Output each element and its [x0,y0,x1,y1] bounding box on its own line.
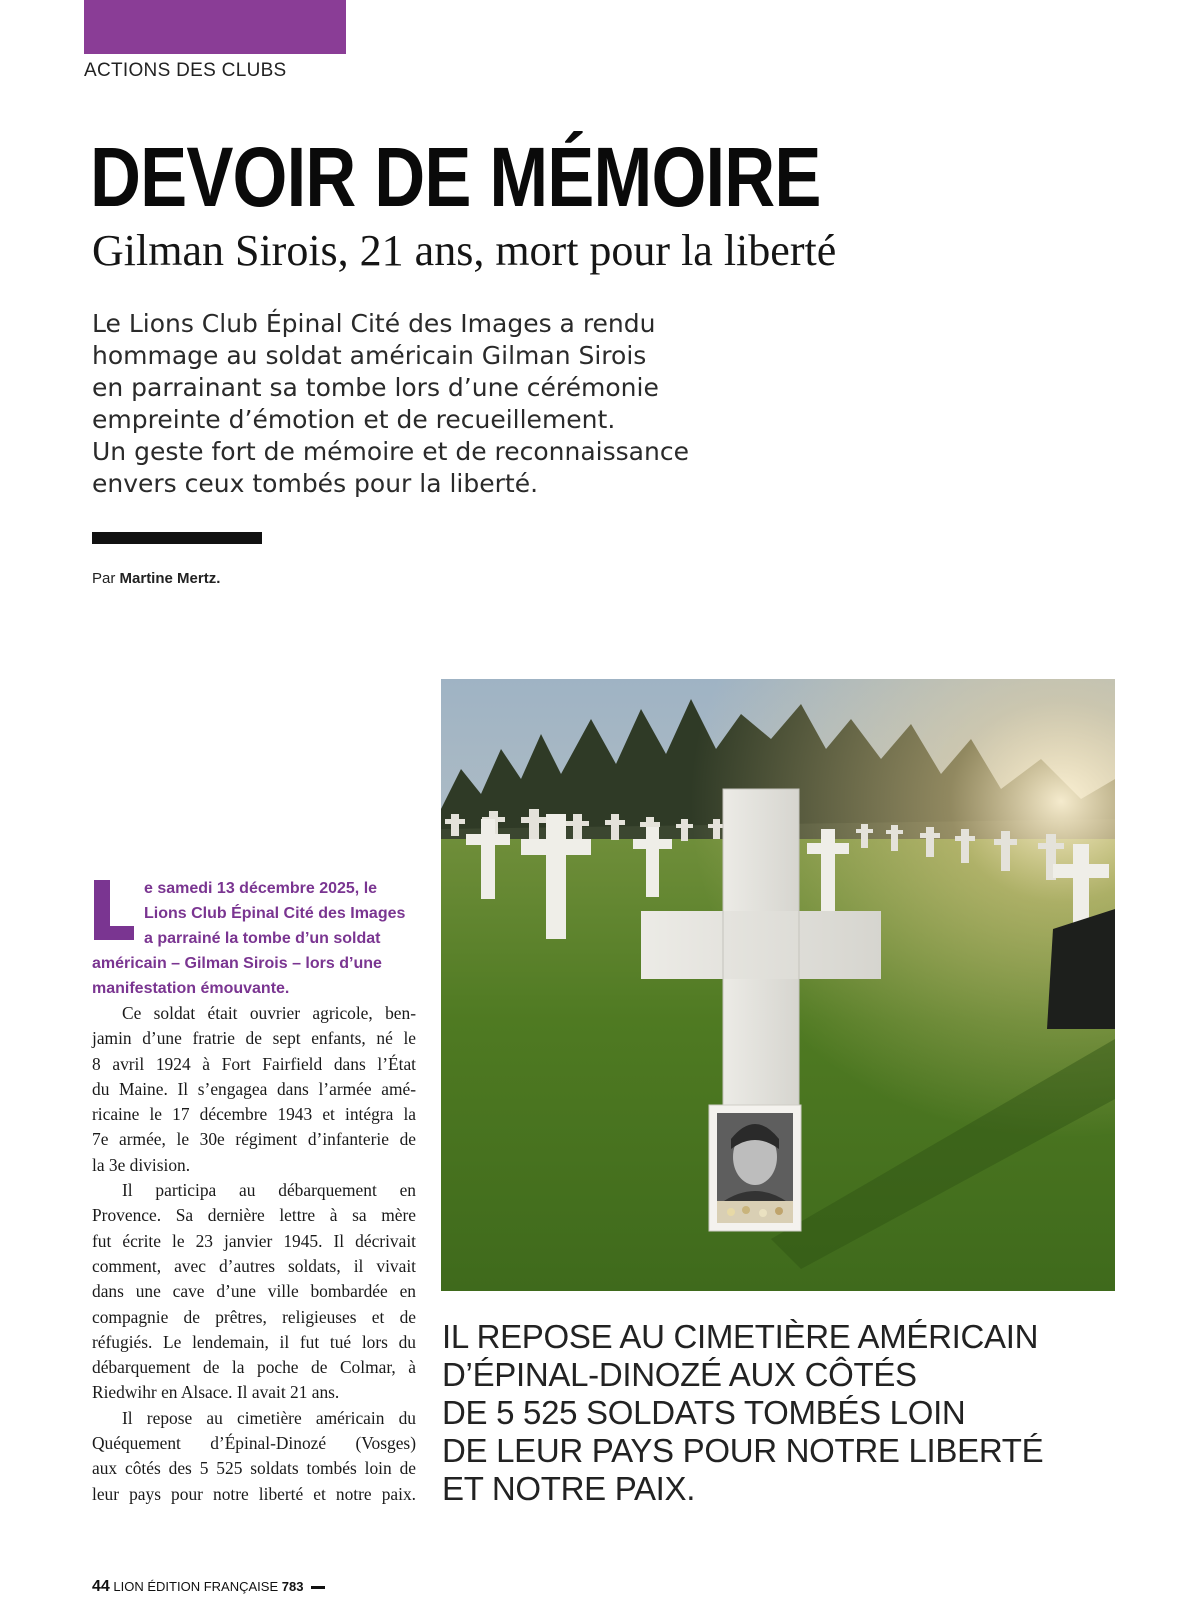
body-line: Il repose au cimetière américain du [122,1407,416,1428]
footer-dash [311,1586,325,1589]
pull-quote-line: IL REPOSE AU CIMETIÈRE AMÉRICAIN [442,1318,1039,1355]
dropcap-letter [92,880,136,940]
page-number: 44 [92,1578,110,1595]
body-line: débarquement de la poche de Colmar, à [92,1357,416,1378]
body-line: dans une cave d’une ville bombardée en [92,1281,416,1302]
article-column [92,876,416,1507]
body-line: compagnie de prêtres, religieuses et de [92,1306,416,1327]
pull-quote-line: DE LEUR PAYS POUR NOTRE LIBERTÉ [442,1432,1044,1469]
body-line: comment, avec d’autres soldats, il vivait [92,1255,416,1276]
byline [92,570,220,587]
intro-line: hommage au soldat américain Gilman Sirois [92,341,647,370]
pull-quote-line: DE 5 525 SOLDATS TOMBÉS LOIN [442,1394,966,1431]
section-color-bar [84,0,346,54]
body-line: ricaine le 17 décembre 1943 et intégra la [92,1104,416,1125]
divider-rule [92,532,262,544]
intro-paragraph [92,308,712,500]
body-line: Provence. Sa dernière lettre à sa mère [92,1205,416,1226]
body-line: Ce soldat était ouvrier agricole, ben- [122,1003,416,1023]
body-line: jamin d’une fratrie de sept enfants, né le [92,1028,416,1049]
page-subtitle: Gilman Sirois, 21 ans, mort pour la liberté [92,226,837,275]
body-line: leur pays pour notre liberté et notre paix. [92,1483,416,1504]
intro-line: Un geste fort de mémoire et de reconnaissance [92,437,689,466]
lead-line: e samedi 13 décembre 2025, le [144,880,378,897]
body-line: 8 avril 1924 à Fort Fairfield dans l’État [92,1053,416,1074]
cemetery-photo [441,679,1115,1291]
intro-line: empreinte d’émotion et de recueillement. [92,405,616,434]
body-line: Riedwihr en Alsace. Il avait 21 ans. [92,1382,340,1403]
body-line: 7e armée, le 30e régiment d’infanterie de [92,1129,416,1150]
byline-author: Martine Mertz. [119,570,221,587]
lead-line: Lions Club Épinal Cité des Images [144,905,406,922]
lead-line: américain – Gilman Sirois – lors d’une [92,955,382,972]
body-line: Quéquement d’Épinal-Dinozé (Vosges) [92,1433,416,1454]
intro-line: en parrainant sa tombe lors d’une cérémonie [92,373,659,402]
pull-quote [442,1318,1043,1508]
body-line: réfugiés. Le lendemain, il fut tué lors du [92,1331,416,1352]
lead-paragraph [92,876,416,1001]
pull-quote-line: D’ÉPINAL-DINOZÉ AUX CÔTÉS [442,1356,917,1393]
body-line: aux côtés des 5 525 soldats tombés loin de [92,1458,416,1479]
issue-number: 783 [281,1579,304,1594]
lead-line: a parrainé la tombe d’un soldat [144,930,381,947]
pull-quote-line: ET NOTRE PAIX. [442,1470,696,1507]
intro-line: envers ceux tombés pour la liberté. [92,469,539,498]
lead-line: manifestation émouvante. [92,980,290,997]
page-footer [92,1578,325,1596]
body-line: fut écrite le 23 janvier 1945. Il décrivait [92,1230,416,1251]
body-line: la 3e division. [92,1154,191,1175]
body-text [92,1001,416,1507]
byline-prefix: Par [92,570,116,587]
body-line: Il participa au débarquement en [122,1180,416,1201]
section-label: ACTIONS DES CLUBS [84,60,287,81]
body-line: du Maine. Il s’engagea dans l’armée amé- [92,1078,416,1099]
page-title: DEVOIR DE MÉMOIRE [90,130,821,224]
publication-name: LION ÉDITION FRANÇAISE [113,1579,279,1594]
intro-line: Le Lions Club Épinal Cité des Images a rendu [92,309,656,338]
